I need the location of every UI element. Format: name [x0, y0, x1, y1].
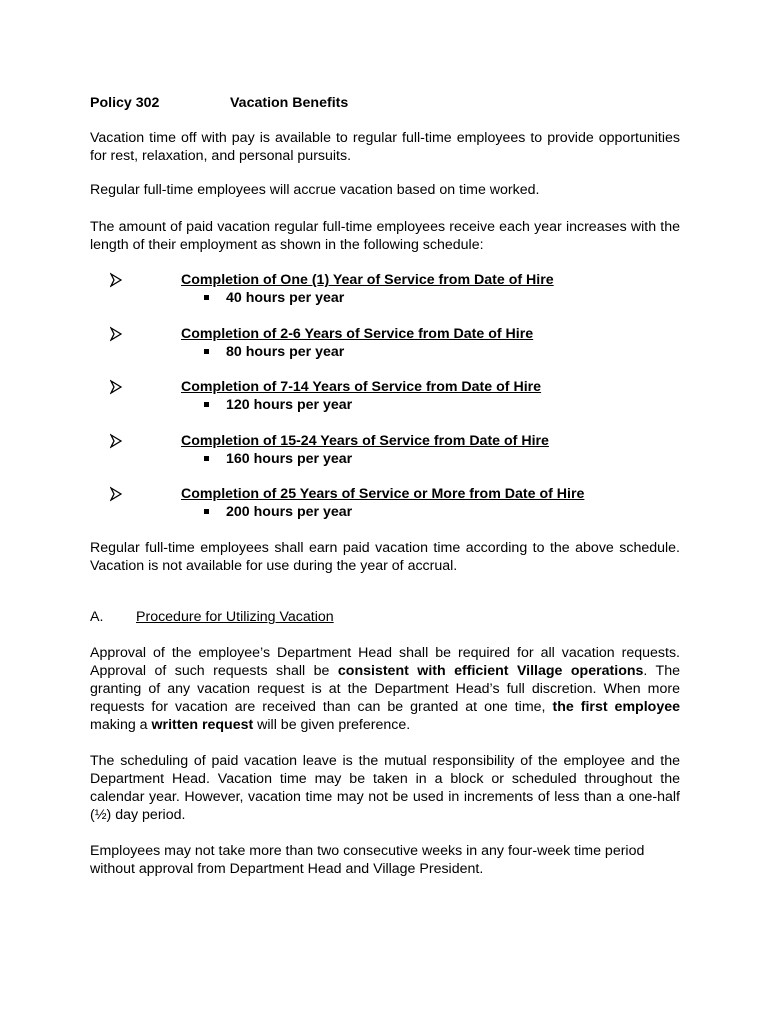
section-a-heading [90, 608, 680, 626]
arrow-bullet-icon [110, 485, 122, 503]
tier-hours: 120 hours per year [226, 397, 353, 413]
tier-hours: 200 hours per year [226, 504, 353, 520]
schedule-tier [90, 325, 680, 361]
tier-title: Completion of One (1) Year of Service from Date of Hire [181, 272, 554, 288]
arrow-bullet-icon [110, 432, 122, 450]
approval-text: Approval of the employee’s Department Head shall be required for all vacation requests. Approval of such requests shall be [90, 645, 680, 679]
approval-text: . The granting of any vacation request is at the Department Head’s full discretion. When more requests for vacation are received than can be granted at one time, [90, 663, 681, 715]
square-bullet-icon [204, 349, 209, 354]
scheduling-paragraph: The scheduling of paid vacation leave is the mutual responsibility of the employee and the Department Head. Vacation time may be taken in a block or scheduled throughout the calendar year. However, vacation time may not be used in increments of less than a one-half (½) day period. [90, 753, 680, 823]
approval-emphasis: the first employee [552, 699, 681, 715]
tier-title: Completion of 25 Years of Service or More from Date of Hire [181, 486, 585, 502]
arrow-bullet-icon [110, 271, 122, 289]
policy-heading [90, 94, 680, 112]
square-bullet-icon [204, 509, 209, 514]
schedule-tier [90, 485, 680, 521]
square-bullet-icon [204, 402, 209, 407]
schedule-tier [90, 271, 680, 307]
schedule-tier [90, 432, 680, 468]
schedule-note-paragraph: Regular full-time employees shall earn paid vacation time according to the above schedule. Vacation is not available for use during the year of accrual. [90, 540, 680, 574]
approval-paragraph [90, 644, 680, 734]
square-bullet-icon [204, 456, 209, 461]
section-letter: A. [90, 609, 104, 625]
tier-hours: 80 hours per year [226, 343, 345, 360]
tier-hours: 160 hours per year [226, 450, 353, 467]
section-title: Procedure for Utilizing Vacation [136, 609, 334, 625]
tier-title: Completion of 2-6 Years of Service from Date of Hire [181, 325, 534, 342]
arrow-bullet-icon [110, 325, 122, 343]
tier-title: Completion of 15-24 Years of Service from Date of Hire [181, 432, 549, 449]
approval-text: will be given preference. [253, 717, 411, 733]
limit-paragraph: Employees may not take more than two consecutive weeks in any four-week time period without approval from Department Head and Village President. [90, 843, 645, 877]
policy-document [90, 94, 680, 878]
schedule-intro-paragraph: The amount of paid vacation regular full-time employees receive each year increases with the length of their employment as shown in the following schedule: [90, 219, 680, 253]
tier-hours: 40 hours per year [226, 290, 345, 306]
approval-emphasis: written request [151, 717, 254, 733]
approval-emphasis: consistent with efficient Village operations [337, 663, 644, 679]
policy-title: Vacation Benefits [230, 95, 349, 111]
approval-text: making a [90, 717, 152, 733]
schedule-tier [90, 378, 680, 414]
intro-paragraph: Vacation time off with pay is available to regular full-time employees to provide opportunities for rest, relaxation, and personal pursuits. [90, 130, 680, 164]
policy-number: Policy 302 [90, 95, 160, 111]
square-bullet-icon [204, 295, 209, 300]
arrow-bullet-icon [110, 378, 122, 396]
accrual-paragraph: Regular full-time employees will accrue vacation based on time worked. [90, 182, 540, 198]
tier-title: Completion of 7-14 Years of Service from Date of Hire [181, 379, 542, 395]
vacation-schedule-list [90, 271, 680, 521]
